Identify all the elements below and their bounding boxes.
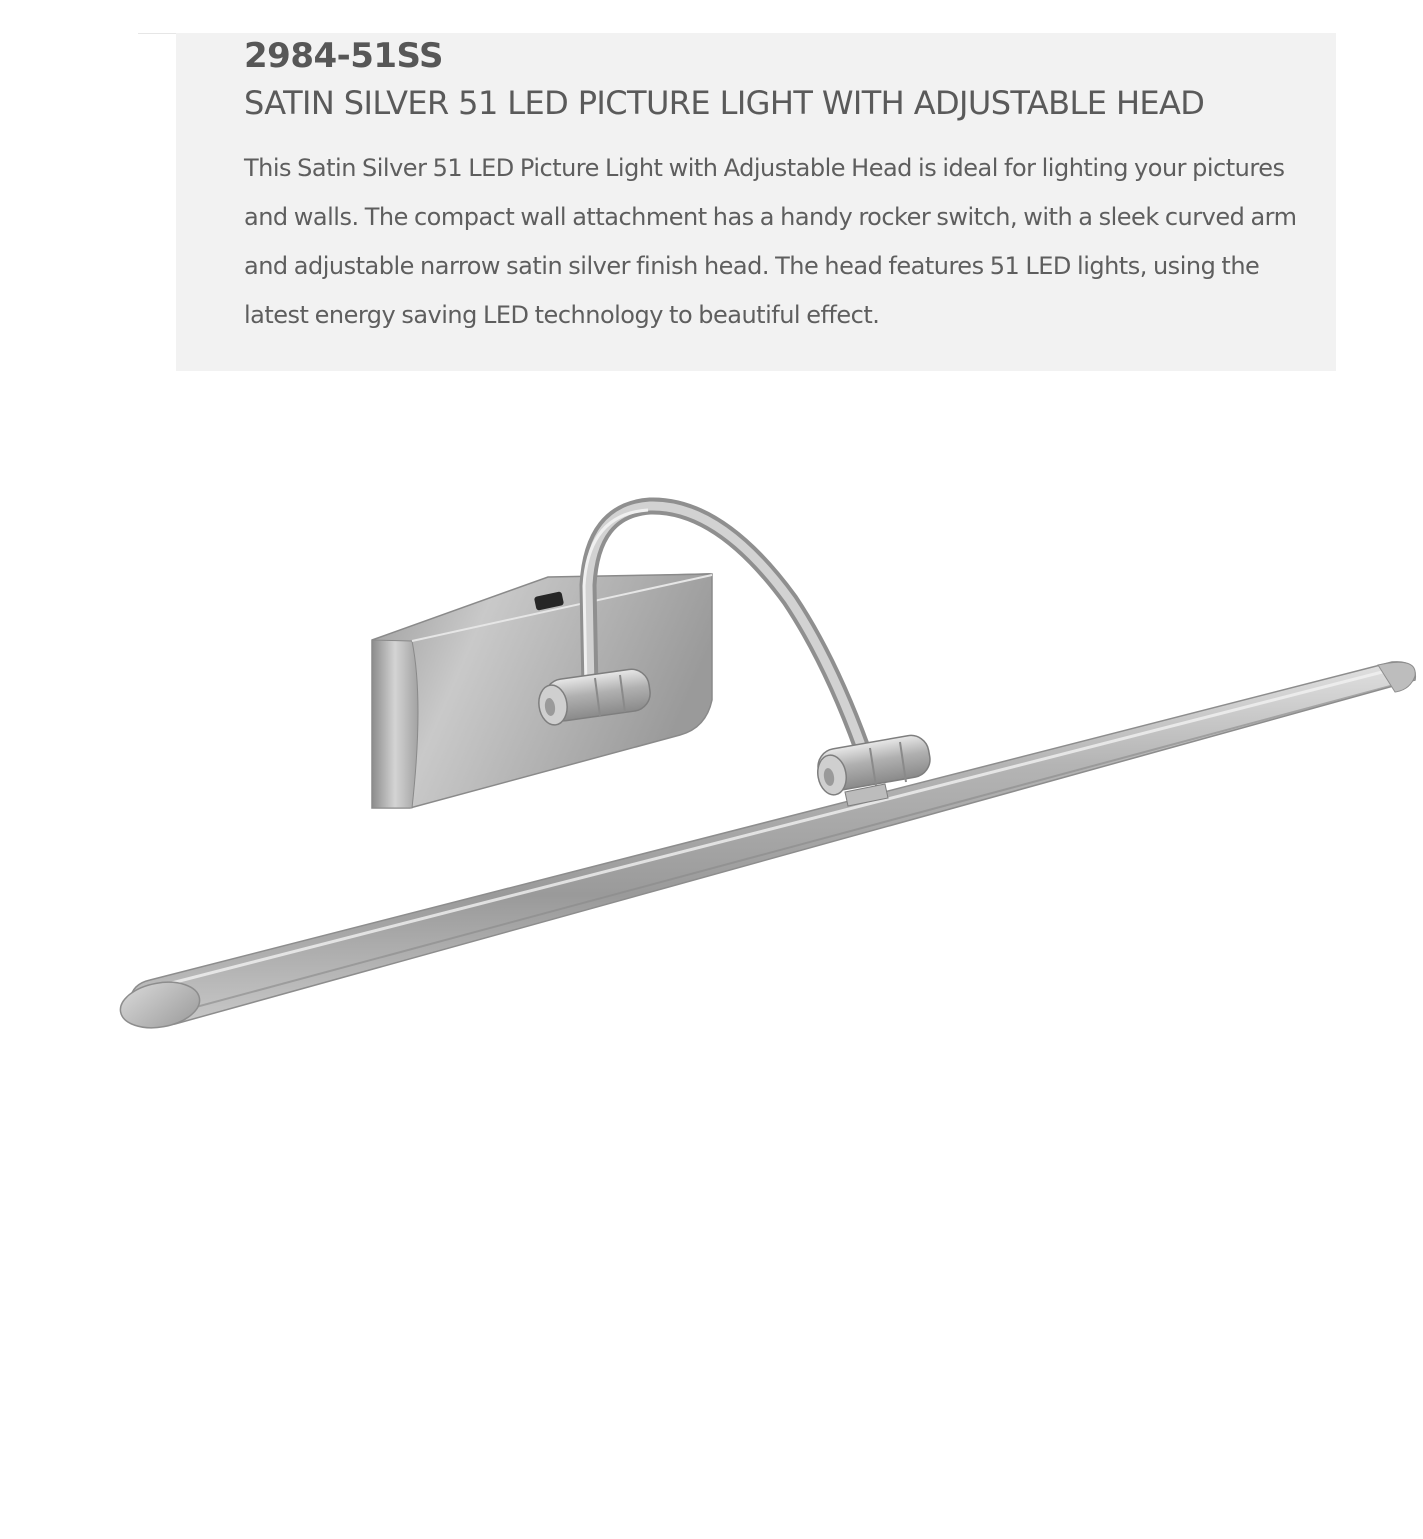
product-image [0,380,1423,1140]
product-description: This Satin Silver 51 LED Picture Light with Adjustable Head is ideal for lighting your pictures and walls. The compact wall attachment has a handy rocker switch, with a sleek curved arm and adjustable narrow satin silver finish head. The head features 51 LED lights, using the latest energy saving LED technology to beautiful effect. [244,154,1297,329]
light-bar [117,662,1416,1034]
product-code: 2984-51SS [244,36,444,76]
top-divider [138,33,176,34]
product-title: SATIN SILVER 51 LED PICTURE LIGHT WITH ADJUSTABLE HEAD [244,84,1205,122]
product-info-panel [176,33,1336,371]
